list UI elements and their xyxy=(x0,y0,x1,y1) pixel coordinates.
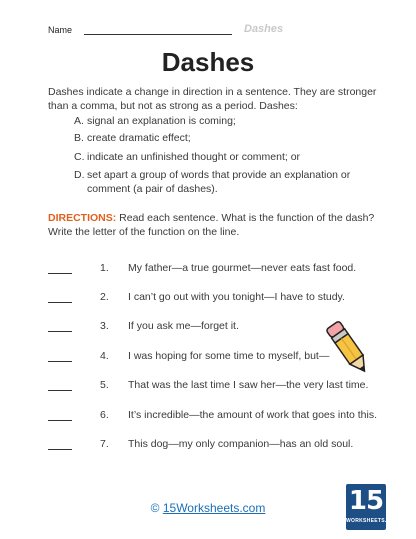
logo-number: 15 xyxy=(348,486,384,516)
answer-blank[interactable] xyxy=(48,361,72,362)
question-number: 6. xyxy=(100,409,109,421)
question-text: My father—a true gourmet—never eats fast food. xyxy=(128,262,357,274)
question-row xyxy=(48,438,388,454)
question-text: I can’t go out with you tonight—I have to study. xyxy=(128,291,345,303)
intro-paragraph: Dashes indicate a change in direction in a sentence. They are stronger than a comma, but not as strong as a period. Dashes: xyxy=(48,86,377,112)
answer-blank[interactable] xyxy=(48,449,72,450)
question-number: 3. xyxy=(100,320,109,332)
copyright-symbol: © xyxy=(150,501,160,515)
question-number: 2. xyxy=(100,291,109,303)
page-title: Dashes xyxy=(161,47,255,77)
footer-site[interactable]: 15Worksheets.com xyxy=(162,501,266,515)
function-text: indicate an unfinished thought or comment; or xyxy=(87,151,301,163)
question-row xyxy=(48,262,388,278)
answer-blank[interactable] xyxy=(48,273,72,274)
question-text: This dog—my only companion—has an old soul. xyxy=(128,438,354,450)
question-text: I was hoping for some time to myself, but— xyxy=(128,350,330,362)
question-text: It’s incredible—the amount of work that goes into this. xyxy=(128,409,378,421)
question-text: If you ask me—forget it. xyxy=(128,320,239,332)
logo-subtitle: WORKSHEETS.COM xyxy=(346,518,400,524)
function-text: set apart a group of words that provide an explanation or comment (a pair of dashes). xyxy=(87,169,351,195)
name-label: Name xyxy=(48,25,73,35)
function-text: signal an explanation is coming; xyxy=(87,115,236,127)
function-letter: D. xyxy=(74,169,85,181)
answer-blank[interactable] xyxy=(48,331,72,332)
question-number: 4. xyxy=(100,350,109,362)
answer-blank[interactable] xyxy=(48,390,72,391)
question-row xyxy=(48,291,388,307)
question-number: 7. xyxy=(100,438,109,450)
answer-blank[interactable] xyxy=(48,302,72,303)
question-number: 5. xyxy=(100,379,109,391)
directions xyxy=(48,211,378,239)
function-letter: C. xyxy=(74,151,85,163)
function-text: create dramatic effect; xyxy=(87,132,191,144)
function-letter: B. xyxy=(74,132,84,144)
directions-text: Read each sentence. What is the function of the dash? Write the letter of the function on the line. xyxy=(48,212,375,238)
question-number: 1. xyxy=(100,262,109,274)
question-row xyxy=(48,409,388,425)
question-text: That was the last time I saw her—the very last time. xyxy=(128,379,369,391)
brand-logo xyxy=(346,484,400,530)
name-line[interactable] xyxy=(84,34,232,35)
directions-label: DIRECTIONS: xyxy=(48,212,117,224)
name-header xyxy=(48,23,368,39)
header-title: Dashes xyxy=(244,23,284,35)
question-row xyxy=(48,379,388,395)
function-letter: A. xyxy=(74,115,84,127)
answer-blank[interactable] xyxy=(48,420,72,421)
pencil-icon xyxy=(318,318,380,380)
